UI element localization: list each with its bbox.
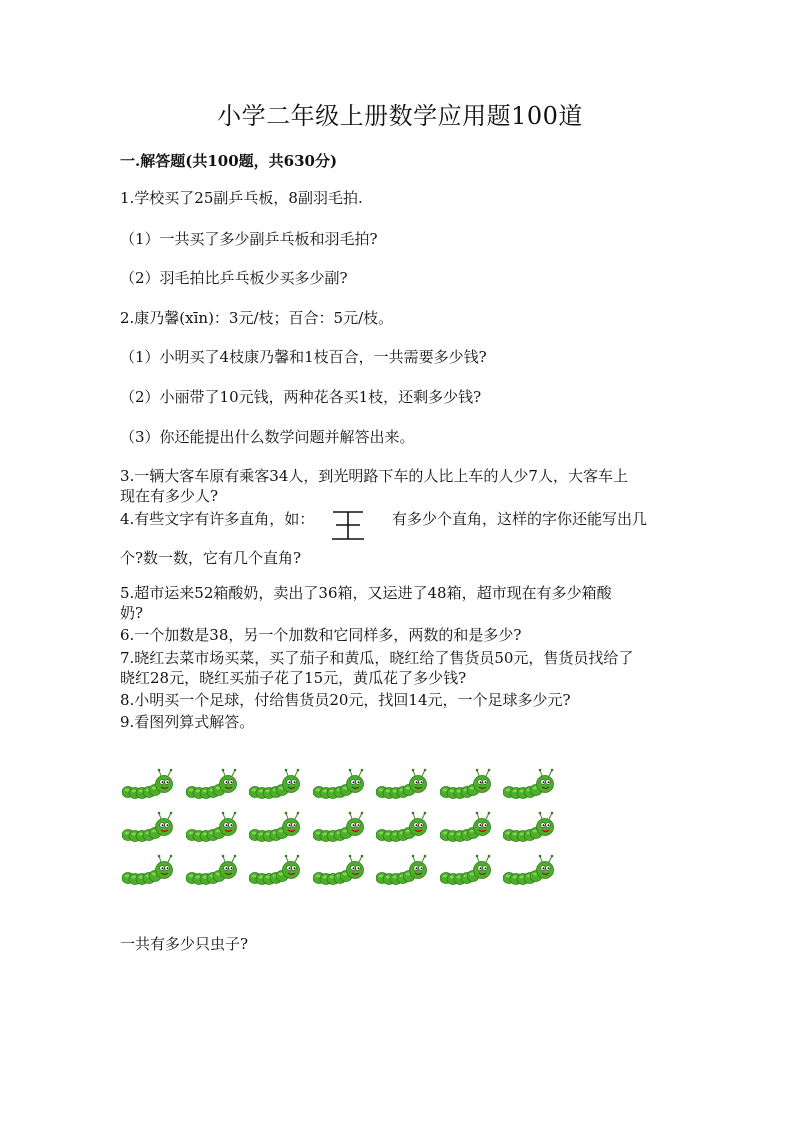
page-title: 小学二年级上册数学应用题100道 bbox=[217, 102, 583, 130]
caterpillar-icon bbox=[376, 811, 428, 843]
caterpillar-icon bbox=[376, 768, 428, 800]
caterpillar-icon bbox=[122, 811, 174, 843]
caterpillar-icon bbox=[503, 811, 555, 843]
question-4-line-2: 个?数一数，它有几个直角? bbox=[120, 549, 302, 567]
question-7-line-1: 7.晓红去菜市场买菜，买了茄子和黄瓜，晓红给了售货员50元，售货员找给了 bbox=[120, 649, 634, 667]
question-9: 9.看图列算式解答。 bbox=[120, 713, 255, 731]
caterpillar-icon bbox=[376, 854, 428, 886]
caterpillar-grid bbox=[122, 768, 562, 888]
question-1-part-2: （2）羽毛拍比乒乓板少买多少副? bbox=[120, 269, 348, 287]
question-2-part-3: （3）你还能提出什么数学问题并解答出来。 bbox=[120, 428, 415, 446]
caterpillar-icon bbox=[186, 811, 238, 843]
section-heading: 一.解答题(共100题，共630分) bbox=[120, 152, 338, 170]
caterpillar-icon bbox=[249, 768, 301, 800]
caterpillar-icon bbox=[249, 854, 301, 886]
question-8: 8.小明买一个足球，付给售货员20元，找回14元，一个足球多少元? bbox=[120, 691, 571, 709]
wang-character-icon bbox=[331, 509, 365, 541]
caterpillar-icon bbox=[313, 768, 365, 800]
question-6: 6.一个加数是38，另一个加数和它同样多，两数的和是多少? bbox=[120, 626, 522, 644]
caterpillar-icon bbox=[249, 811, 301, 843]
question-5-line-1: 5.超市运来52箱酸奶，卖出了36箱，又运进了48箱，超市现在有多少箱酸 bbox=[120, 584, 612, 602]
caterpillar-icon bbox=[313, 854, 365, 886]
caterpillar-icon bbox=[122, 854, 174, 886]
question-3-line-1: 3.一辆大客车原有乘客34人，到光明路下车的人比上车的人少7人，大客车上 bbox=[120, 467, 628, 485]
question-2-stem: 2.康乃馨(xīn)：3元/枝；百合：5元/枝。 bbox=[120, 309, 394, 327]
question-7-line-2: 晓红28元，晓红买茄子花了15元，黄瓜花了多少钱? bbox=[120, 669, 467, 687]
caterpillar-icon bbox=[503, 854, 555, 886]
question-2-part-2: （2）小丽带了10元钱，两种花各买1枝，还剩多少钱? bbox=[120, 388, 482, 406]
caterpillar-icon bbox=[440, 854, 492, 886]
question-2-part-1: （1）小明买了4枝康乃馨和1枝百合，一共需要多少钱? bbox=[120, 348, 487, 366]
caterpillar-icon bbox=[186, 768, 238, 800]
question-1-part-1: （1）一共买了多少副乒乓板和羽毛拍? bbox=[120, 230, 378, 248]
question-3-line-2: 现在有多少人? bbox=[120, 487, 219, 505]
question-5-line-2: 奶? bbox=[120, 604, 144, 622]
question-4-text-before: 4.有些文字有许多直角，如： bbox=[120, 510, 315, 528]
caterpillar-icon bbox=[440, 811, 492, 843]
caterpillar-icon bbox=[440, 768, 492, 800]
caterpillar-icon bbox=[186, 854, 238, 886]
question-9-prompt: 一共有多少只虫子? bbox=[120, 935, 249, 953]
caterpillar-icon bbox=[503, 768, 555, 800]
question-4-text-after: 有多少个直角，这样的字你还能写出几 bbox=[392, 510, 648, 528]
question-1-stem: 1.学校买了25副乒乓板，8副羽毛拍. bbox=[120, 189, 363, 207]
caterpillar-icon bbox=[122, 768, 174, 800]
caterpillar-icon bbox=[313, 811, 365, 843]
